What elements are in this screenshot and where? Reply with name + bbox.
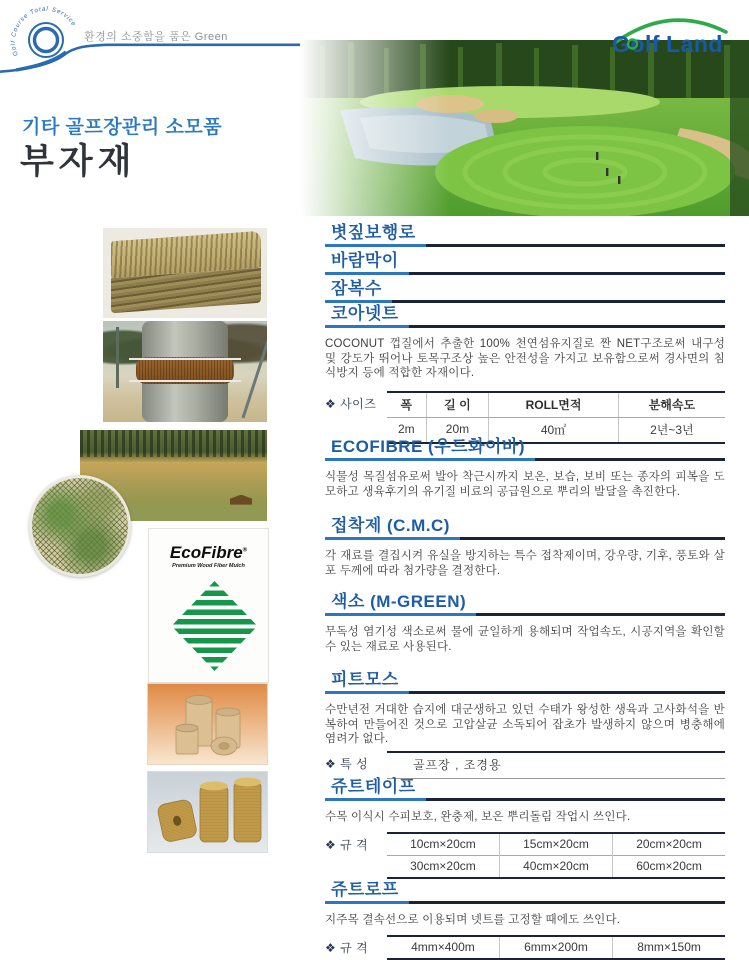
jute-rope-spools-photo xyxy=(147,771,268,853)
spec-cell: 10cm×20cm xyxy=(410,836,476,851)
registered-mark: ® xyxy=(242,547,248,554)
jute-rope-size-spec xyxy=(325,935,725,960)
straw-mat-graphic xyxy=(111,231,261,313)
tagline: 환경의 소중함을 품은 Green xyxy=(84,31,228,43)
section-pigment xyxy=(325,593,725,654)
section-coir-net xyxy=(325,305,725,444)
ecofibre-description: 식물성 목질섬유로써 발아 착근시까지 보온, 보습, 보비 또는 종자의 피복을 도모하고 생육후기의 유기질 비료의 공급원으로 뿌리의 발달을 촉진한다. xyxy=(325,471,725,498)
feature-value: 골프장 , 조경용 xyxy=(387,751,725,779)
spec-cell: 15cm×20cm xyxy=(499,833,612,856)
jute-tape-size-spec xyxy=(325,832,725,879)
spec-cell: 6mm×200m xyxy=(499,936,612,959)
size-label: ❖ 사이즈 xyxy=(325,396,377,411)
ecofibre-brand-text: EcoFibre® xyxy=(169,543,248,562)
brand-land-text: Land xyxy=(666,31,723,57)
section-windbreak xyxy=(325,252,725,275)
section-ecofibre xyxy=(325,438,725,499)
size-table xyxy=(387,391,725,444)
section-title-jute-tape: 쥬트테이프 xyxy=(325,778,725,801)
binding-wire xyxy=(129,358,241,360)
tree-wrap-photo xyxy=(103,321,267,422)
golf-course-total-service-logo xyxy=(0,0,140,90)
tree-line xyxy=(80,430,267,457)
spec-cell: 30cm×20cm xyxy=(387,855,499,878)
section-title-peat-moss: 피트모스 xyxy=(325,671,725,694)
section-title-ecofibre: ECOFIBRE (우드화이바) xyxy=(325,438,725,461)
section-jute-rope xyxy=(325,881,725,960)
section-jute-tape xyxy=(325,778,725,879)
section-adhesive xyxy=(325,517,725,578)
coir-net-description: COCONUT 껍질에서 추출한 100% 천연섬유지질로 짠 NET구조로써 내구성 및 강도가 뛰어나 토목구조상 높은 안전성을 가지고 보유함으로써 경사면의 침식방지 등에 적합한 자재이다. xyxy=(325,338,725,380)
section-title-coir-net: 코아넷트 xyxy=(325,305,725,328)
lamp-pole xyxy=(116,327,119,388)
page-category-title: 기타 골프장관리 소모품 xyxy=(22,117,223,138)
size-val-roll-area: 40㎡ xyxy=(489,417,618,443)
size-col-length: 길 이 xyxy=(426,392,489,418)
badge-arc-text: Golf Course Total Service xyxy=(9,5,78,57)
golf-course-photo xyxy=(300,40,749,216)
peat-moss-feature-spec xyxy=(325,751,725,779)
ecofibre-package-photo xyxy=(148,528,269,683)
ecofibre-diamond-logo xyxy=(172,581,258,671)
binding-wire xyxy=(129,380,241,382)
spec-label: ❖ 규 격 xyxy=(325,837,369,852)
size-col-roll-area: ROLL면적 xyxy=(489,392,618,418)
section-trap-band xyxy=(325,280,725,303)
ecofibre-subtitle-text: Premium Wood Fiber Mulch xyxy=(172,563,245,569)
peat-moss-description: 수만년전 거대한 습지에 대군생하고 있던 수태가 왕성한 생육과 고사화석을 반복하여 만들어진 것으로 고압살균 소독되어 잡초가 발생하지 않으며 병충해에 염려가 없다. xyxy=(325,704,725,746)
net-closeup-photo xyxy=(29,475,131,577)
coir-net-size-spec xyxy=(325,391,725,444)
size-col-decompose: 분해속도 xyxy=(618,392,725,418)
page-title: 부자재 xyxy=(20,142,137,181)
jute-tape-rolls-photo xyxy=(147,683,268,765)
spec-label: ❖ 규 격 xyxy=(325,940,369,955)
adhesive-description: 각 재료를 결집시켜 유실을 방지하는 특수 접착제이며, 강우량, 기후, 풍토와 살포 두께에 따라 첨가량을 결정한다. xyxy=(325,550,725,577)
section-straw-path xyxy=(325,224,725,247)
size-val-length: 20m xyxy=(426,417,489,443)
jute-tape-description: 수목 이식시 수피보호, 완충제, 보온 뿌리돌림 작업시 쓰인다. xyxy=(325,811,631,823)
section-title-pigment: 색소 (M-GREEN) xyxy=(325,593,725,616)
straw-mat-photo xyxy=(103,228,267,318)
spec-cell: 8mm×150m xyxy=(613,936,725,959)
section-title-trap-band: 잠복수 xyxy=(325,280,725,303)
spec-cell: 4mm×400m xyxy=(411,939,475,954)
golf-land-logo xyxy=(606,12,734,60)
size-val-width: 2m xyxy=(397,422,415,437)
pigment-description: 무독성 염기성 색소로써 물에 균일하게 용해되며 작업속도, 시공지역을 확인할 수 있는 재료로 사용된다. xyxy=(325,626,725,653)
spec-cell: 40cm×20cm xyxy=(499,855,612,878)
spec-cell: 20cm×20cm xyxy=(613,833,725,856)
hut xyxy=(230,495,252,505)
jute-rope-description: 지주목 결속선으로 이용되며 넷트를 고정할 때에도 쓰인다. xyxy=(325,914,621,926)
feature-label: ❖ 특 성 xyxy=(325,756,369,771)
brand-golf-text: Golf xyxy=(612,31,660,57)
section-title-jute-rope: 쥬트로프 xyxy=(325,881,725,904)
section-title-adhesive: 접착제 (C.M.C) xyxy=(325,517,725,540)
jute-rope-spec-table xyxy=(387,935,725,960)
size-val-decompose: 2년~3년 xyxy=(618,417,725,443)
spec-cell: 60cm×20cm xyxy=(613,855,725,878)
section-title-straw-path: 볏짚보행로 xyxy=(325,224,725,247)
size-col-width: 폭 xyxy=(387,392,426,418)
section-title-windbreak: 바람막이 xyxy=(325,252,725,275)
jute-tape-spec-table xyxy=(387,832,725,879)
section-peat-moss xyxy=(325,671,725,779)
